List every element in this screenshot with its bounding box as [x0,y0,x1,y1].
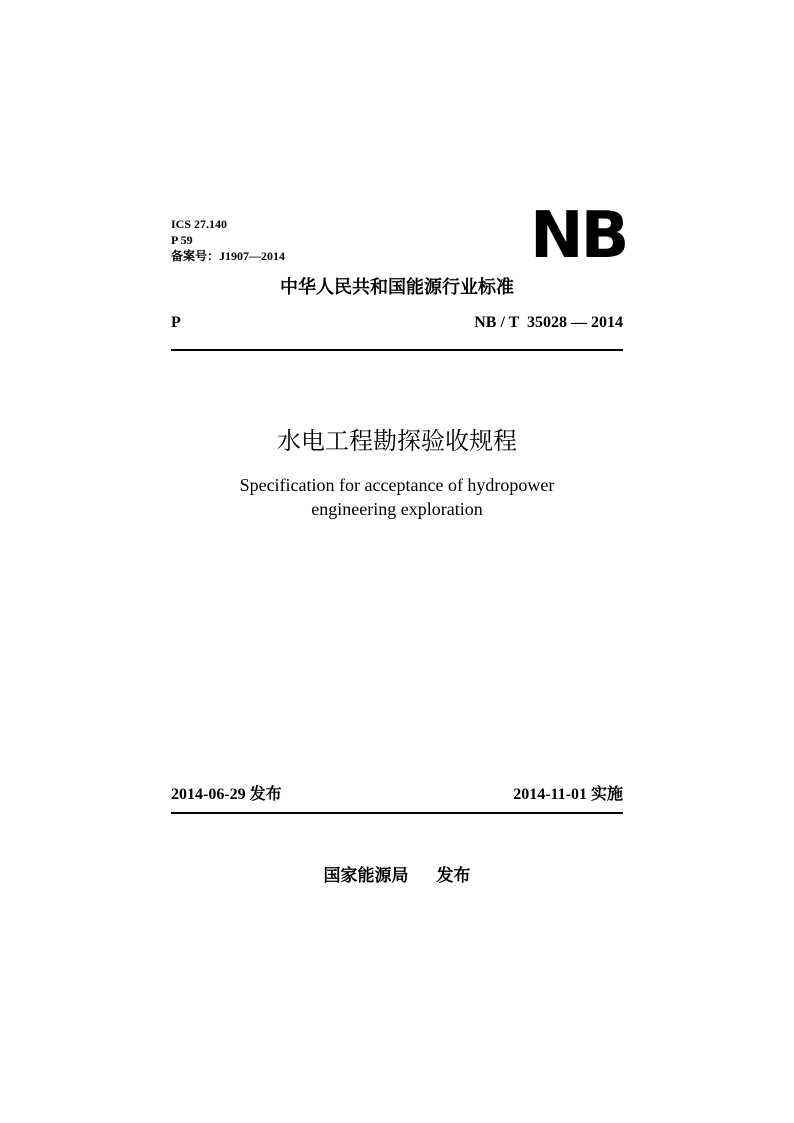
effective-label: 实施 [590,784,623,803]
catalog-code: P [171,314,181,331]
effective-date: 2014-11-01 [513,786,587,803]
ics-code: ICS 27.140 [171,217,228,231]
english-title-line-2: engineering exploration [311,499,483,519]
publisher-action: 发布 [436,866,471,886]
standard-organization: 中华人民共和国能源行业标准 [280,277,514,298]
standard-number: NB / T 35028 — 2014 [474,314,623,331]
bottom-divider [171,812,623,814]
filing-number: 备案号：J1907—2014 [171,249,286,263]
publisher-line [171,864,623,888]
publisher-name: 国家能源局 [323,866,409,886]
english-title-line-1: Specification for acceptance of hydropower [239,475,555,495]
top-divider [171,349,623,351]
standard-metadata [171,216,285,264]
document-title-english [171,473,623,521]
issue-label: 发布 [249,784,282,803]
effective-date-block [513,783,623,806]
category-code: P 59 [171,233,193,247]
issue-date: 2014-06-29 [171,786,246,803]
nb-logo: NB [530,199,627,273]
document-title-chinese: 水电工程勘探验收规程 [277,427,517,455]
issue-date-block [171,783,282,806]
